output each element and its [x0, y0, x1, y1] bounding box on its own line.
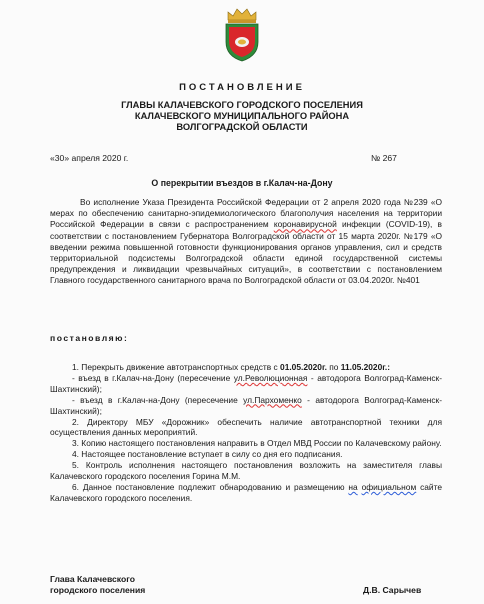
item-1-from-date: 01.05.2020г. [280, 362, 327, 372]
authority-line: ВОЛГОГРАДСКОЙ ОБЛАСТИ [176, 122, 308, 132]
resolution-items [50, 362, 442, 504]
item-1-to-date: 11.05.2020г.: [340, 362, 391, 372]
underlined-word: официальном [361, 481, 417, 492]
resolve-heading: постановляю: [50, 333, 129, 343]
signatory-name: Д.В. Сарычев [363, 585, 422, 595]
signatory-position-line: Глава Калачевского [50, 574, 135, 584]
item-6 [50, 482, 442, 504]
document-number: № 267 [371, 153, 397, 163]
preamble-text: Во исполнение Указа Президента Российской Федерации от 2 апреля 2020 года №239 «О мерах по обеспечению санитарно-эпидемиологического благополучия населения на территории Российской Федерации в связи с распространением [50, 197, 442, 230]
preamble-paragraph [50, 197, 442, 287]
item-3: 3. Копию настоящего постановления направить в Отдел МВД России по Калачевскому району. [72, 438, 442, 449]
authority-line: КАЛАЧЕВСКОГО МУНИЦИПАЛЬНОГО РАЙОНА [134, 111, 350, 121]
document-type: ПОСТАНОВЛЕНИЕ [179, 82, 305, 93]
document-subject: О перекрытии въездов в г.Калач-на-Дону [151, 178, 333, 188]
authority-line: ГЛАВЫ КАЛАЧЕВСКОГО ГОРОДСКОГО ПОСЕЛЕНИЯ [121, 100, 363, 110]
item-text: - въезд в г.Калач-на-Дону (пересечение [72, 394, 244, 405]
item-text: - автодорога Волгоград-Каменск-Шахтинский); [50, 372, 442, 394]
coat-of-arms-icon [220, 6, 264, 62]
preamble-underlined-word: коронавирусной [273, 219, 337, 230]
item-text: - автодорога Волгоград-Каменск-Шахтинский); [50, 394, 442, 416]
item-1-bullet-1 [50, 373, 442, 395]
document-date: «30» апреля 2020 г. [50, 153, 129, 163]
signatory-position-line: городского поселения [50, 585, 146, 596]
item-1 [50, 362, 442, 373]
signatory-position [50, 574, 145, 596]
item-text: 1. Перекрыть движение автотранспортных средств с [72, 362, 281, 372]
item-text: 6. Данное постановление подлежит обнародованию и размещению [72, 481, 349, 492]
item-text: - въезд в г.Калач-на-Дону (пересечение [72, 372, 234, 383]
street-name: ул.Революционная [233, 372, 308, 383]
underlined-word: на [348, 481, 358, 492]
item-1-bullet-2 [50, 395, 442, 417]
item-text: по [326, 362, 341, 372]
preamble-text: инфекции (COVID-19), в соответствии с постановлением Губернатора Волгоградской области от 15 марта 2020г. №179 «О введении режима повышенной готовности функционирования органов управления, сил и средств территориальной подсистемы Волгоградской области единой государственной системы предупреждения и ликвидации чрезвычайных ситуаций», в соответствии с постановлением Главного государственного санитарного врача по Волгоградской области от 03.04.2020г. №401 [50, 219, 442, 286]
street-name: ул.Пархоменко [243, 394, 302, 405]
item-4: 4. Настоящее постановление вступает в силу со дня его подписания. [72, 449, 343, 460]
item-text: сайте Калачевского городского поселения. [50, 481, 443, 503]
issuing-authority [0, 100, 484, 133]
item-2: 2. Директору МБУ «Дорожник» обеспечить наличие автотранспортной техники для осуществления данных мероприятий. [50, 416, 442, 438]
item-5: 5. Контроль исполнения настоящего постановления возложить на заместителя главы Калачевского городского поселения Горина М.М. [50, 460, 442, 482]
